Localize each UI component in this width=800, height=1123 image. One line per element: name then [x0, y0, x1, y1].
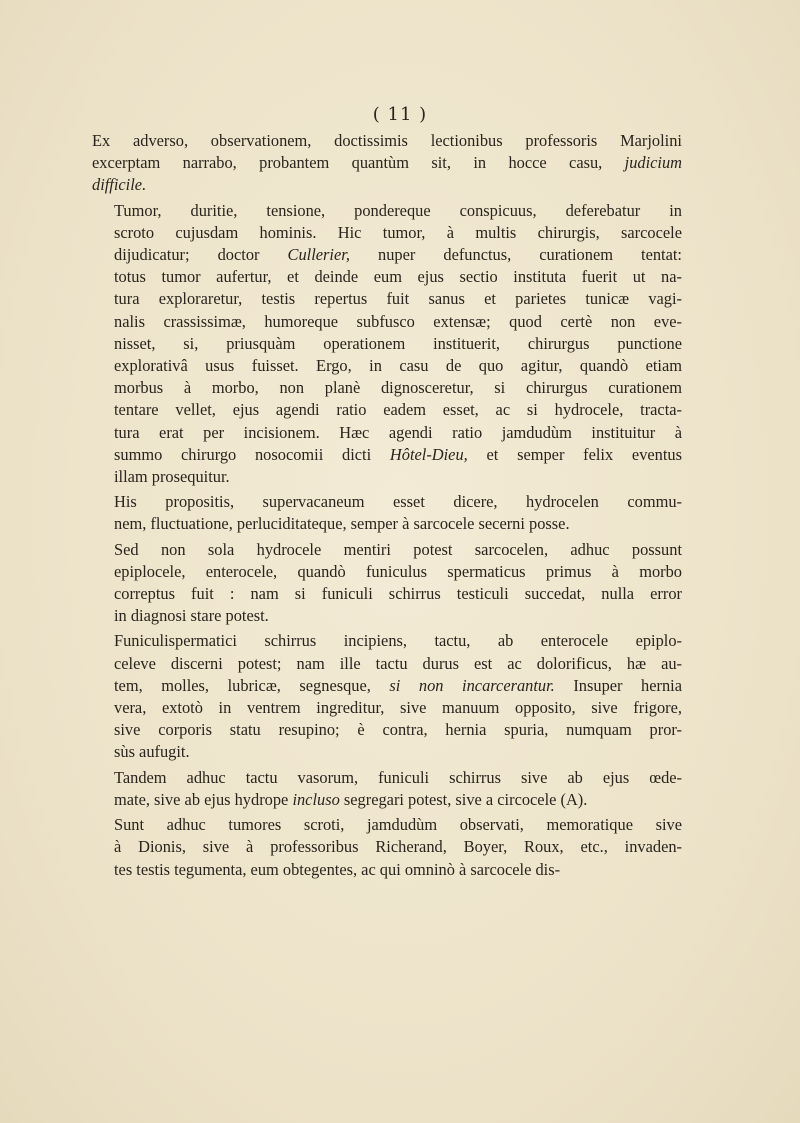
text-line: His propositis, supervacaneum esset dicere, hydrocelen commu-: [114, 492, 682, 512]
text-line: nem, fluctuatione, perluciditateque, semper à sarcocele secerni posse.: [114, 514, 570, 534]
text-line: scroto cujusdam hominis. Hic tumor, à multis chirurgis, sarcocele: [114, 222, 682, 242]
text-line: epiplocele, enterocele, quandò funiculus spermaticus primus à morbo: [114, 561, 682, 581]
text-line: sive corporis statu resupino; è contra, hernia spuria, numquam pror-: [114, 720, 682, 740]
text-line: celeve discerni potest; nam ille tactu durus est ac dolorificus, hæ au-: [114, 653, 682, 673]
paragraph: [92, 814, 682, 881]
paragraph: [92, 491, 682, 535]
text-line: explorativâ usus fuisset. Ergo, in casu de quo agitur, quandò etiam: [114, 356, 682, 376]
text-line: tentare vellet, ejus agendi ratio eadem esset, ac si hydrocele, tracta-: [114, 400, 682, 420]
text-line: tes testis tegumenta, eum obtegentes, ac qui omninò à sarcocele dis-: [114, 859, 561, 879]
paragraph: [92, 200, 682, 489]
paragraph: [92, 630, 682, 763]
text-line: in diagnosi stare potest.: [114, 606, 269, 626]
text-line: à Dionis, sive à professoribus Richerand, Boyer, Roux, etc., invaden-: [114, 837, 682, 857]
text-line: mate, sive ab ejus hydrope incluso segregari potest, sive a circocele (A).: [114, 789, 588, 809]
text-line: correptus fuit : nam si funiculi schirrus testiculi succedat, nulla error: [114, 584, 682, 604]
paragraph: [92, 130, 682, 197]
text-line: difficile.: [92, 175, 147, 195]
text-line: tura erat per incisionem. Hæc agendi ratio jamdudùm instituitur à: [114, 422, 682, 442]
text-line: Funiculispermatici schirrus incipiens, tactu, ab enterocele epiplo-: [114, 631, 682, 651]
text-line: Tandem adhuc tactu vasorum, funiculi schirrus sive ab ejus œde-: [114, 767, 682, 787]
text-line: illam prosequitur.: [114, 467, 230, 487]
text-line: vera, extotò in ventrem ingreditur, sive manuum opposito, sive frigore,: [114, 698, 682, 718]
text-line: morbus à morbo, non planè dignosceretur, si chirurgus curationem: [114, 378, 682, 398]
text-line: excerptam narrabo, probantem quantùm sit, in hocce casu, judicium: [92, 153, 682, 173]
paragraph: [92, 767, 682, 811]
page-number: ( 11 ): [372, 104, 428, 125]
text-line: Tumor, duritie, tensione, pondereque conspicuus, deferebatur in: [114, 200, 682, 220]
text-line: dijudicatur; doctor Cullerier, nuper defunctus, curationem tentat:: [114, 245, 682, 265]
text-line: nisset, si, priusquàm operationem instituerit, chirurgus punctione: [114, 333, 682, 353]
text-line: sùs aufugit.: [114, 742, 190, 762]
text-line: Sunt adhuc tumores scroti, jamdudùm observati, memoratique sive: [114, 815, 682, 835]
text-line: nalis crassissimæ, humoreque subfusco extensæ; quod certè non eve-: [114, 311, 682, 331]
text-line: tem, molles, lubricæ, segnesque, si non incarcerantur. Insuper hernia: [114, 675, 682, 695]
text-line: tura exploraretur, testis repertus fuit sanus et parietes tunicæ vagi-: [114, 289, 682, 309]
text-line: Ex adverso, observationem, doctissimis lectionibus professoris Marjolini: [92, 131, 682, 150]
paragraph: [92, 539, 682, 628]
text-line: totus tumor aufertur, et deinde eum ejus sectio instituta fuerit ut na-: [114, 267, 682, 287]
body-text: [92, 130, 682, 884]
text-line: Sed non sola hydrocele mentiri potest sarcocelen, adhuc possunt: [114, 539, 682, 559]
text-line: summo chirurgo nosocomii dicti Hôtel-Dieu, et semper felix eventus: [114, 444, 682, 464]
